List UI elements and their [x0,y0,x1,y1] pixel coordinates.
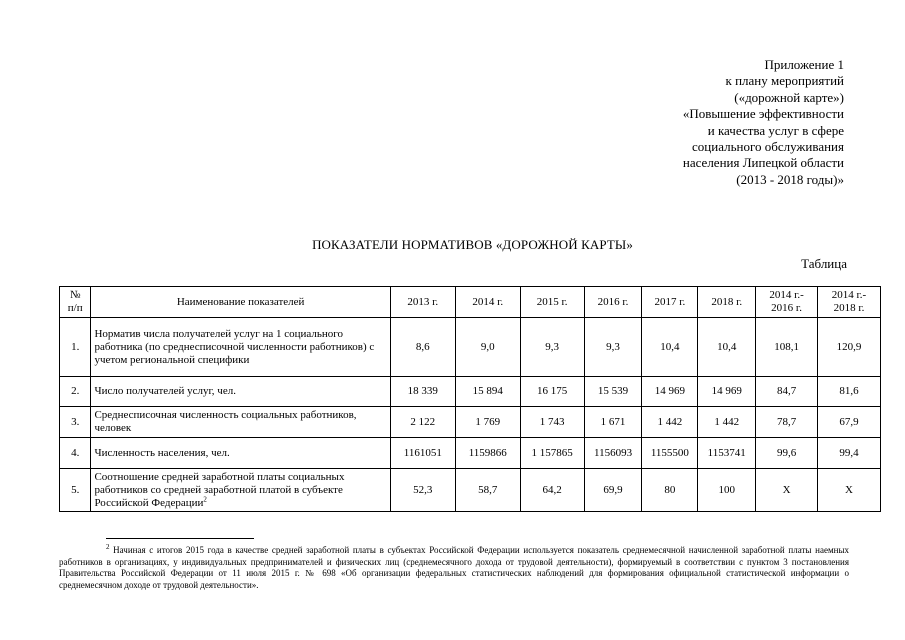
value-2014-2016: 99,6 [756,438,818,469]
value-2018: 14 969 [698,377,756,407]
appendix-line: населения Липецкой области [682,155,844,171]
value-2015: 9,3 [520,318,584,377]
value-2016: 1156093 [584,438,642,469]
footnote [59,545,849,591]
appendix-line: («дорожной карте») [734,89,844,105]
header-2015: 2015 г. [520,287,584,318]
value-2015: 1 743 [520,407,584,438]
value-2016: 9,3 [584,318,642,377]
header-num: № п/п [60,287,91,318]
value-2014-2016: Х [756,469,818,512]
value-2014: 9,0 [455,318,520,377]
table-header-row [60,287,881,318]
value-2016: 69,9 [584,469,642,512]
appendix-line: (2013 - 2018 годы)» [736,171,844,187]
value-2015: 1 157865 [520,438,584,469]
value-2018: 100 [698,469,756,512]
appendix-line: Приложение 1 [764,57,844,72]
value-2013: 18 339 [390,377,455,407]
value-2014: 58,7 [455,469,520,512]
indicators-table [59,286,881,512]
value-2013: 52,3 [390,469,455,512]
footnote-text: Начиная с итогов 2015 года в качестве средней заработной платы в субъектах Российской Федерации используется показатель среднемесячной начисленной заработной платы наемных работников в организациях, у индивидуальных предпринимателей и физических лиц (среднемесячного дохода от трудовой деятельности), формируемый в соответствии с пунктом 3 постановления Правительства Российской Федерации от 11 июля 2015 г. № 698 «Об организации федеральных статистических наблюдений для формирования официальной статистической информации о среднемесячном доходе от трудовой деятельности». [59,545,850,590]
header-name: Наименование показателей [91,287,390,318]
row-number: 5. [60,469,91,512]
document-title: ПОКАЗАТЕЛИ НОРМАТИВОВ «ДОРОЖНОЙ КАРТЫ» [312,237,633,252]
value-2014-2016: 108,1 [756,318,818,377]
value-2017: 14 969 [642,377,698,407]
value-2015: 64,2 [520,469,584,512]
value-2014-2018: 81,6 [818,377,881,407]
appendix-block [683,57,844,188]
value-2017: 1 442 [642,407,698,438]
row-indicator-name: Численность населения, чел. [91,438,390,469]
row-number: 1. [60,318,91,377]
appendix-line: социального обслуживания [692,139,844,155]
row-indicator-name: Число получателей услуг, чел. [91,377,390,407]
value-2017: 10,4 [642,318,698,377]
value-2013: 8,6 [390,318,455,377]
header-2018: 2018 г. [698,287,756,318]
appendix-line: и качества услуг в сфере [707,122,844,138]
value-2018: 10,4 [698,318,756,377]
value-2014-2018: 120,9 [818,318,881,377]
value-2016: 15 539 [584,377,642,407]
value-2014: 1159866 [455,438,520,469]
value-2018: 1153741 [698,438,756,469]
row-number: 2. [60,377,91,407]
row-indicator-text: Соотношение средней заработной платы социальных работников со средней заработной платой в субъекте Российской Федерации [94,470,345,509]
row-number: 3. [60,407,91,438]
header-2014-2018: 2014 г.- 2018 г. [818,287,881,318]
row-indicator-name: Норматив числа получателей услуг на 1 социального работника (по среднесписочной численности работников) с учетом региональной специфики [91,318,390,377]
table-row [60,407,881,438]
table-row [60,438,881,469]
value-2014-2018: 99,4 [818,438,881,469]
table-row [60,318,881,377]
footnote-reference[interactable]: 2 [203,494,207,503]
row-indicator-name: Среднесписочная численность социальных работников, человек [91,407,390,438]
value-2014: 15 894 [455,377,520,407]
value-2014: 1 769 [455,407,520,438]
header-2013: 2013 г. [390,287,455,318]
value-2013: 1161051 [390,438,455,469]
footnote-mark: 2 [106,543,110,551]
footnote-divider [106,538,254,539]
row-number: 4. [60,438,91,469]
header-2014-2016: 2014 г.- 2016 г. [756,287,818,318]
value-2013: 2 122 [390,407,455,438]
header-2017: 2017 г. [642,287,698,318]
table-row [60,377,881,407]
appendix-line: «Повышение эффективности [682,106,844,122]
value-2017: 80 [642,469,698,512]
row-indicator-name [91,469,390,512]
table-label: Таблица [801,256,847,271]
value-2014-2016: 84,7 [756,377,818,407]
value-2015: 16 175 [520,377,584,407]
value-2014-2016: 78,7 [756,407,818,438]
appendix-line: к плану мероприятий [725,73,844,89]
value-2014-2018: Х [818,469,881,512]
header-2016: 2016 г. [584,287,642,318]
header-2014: 2014 г. [455,287,520,318]
value-2016: 1 671 [584,407,642,438]
value-2018: 1 442 [698,407,756,438]
table-row [60,469,881,512]
value-2017: 1155500 [642,438,698,469]
value-2014-2018: 67,9 [818,407,881,438]
